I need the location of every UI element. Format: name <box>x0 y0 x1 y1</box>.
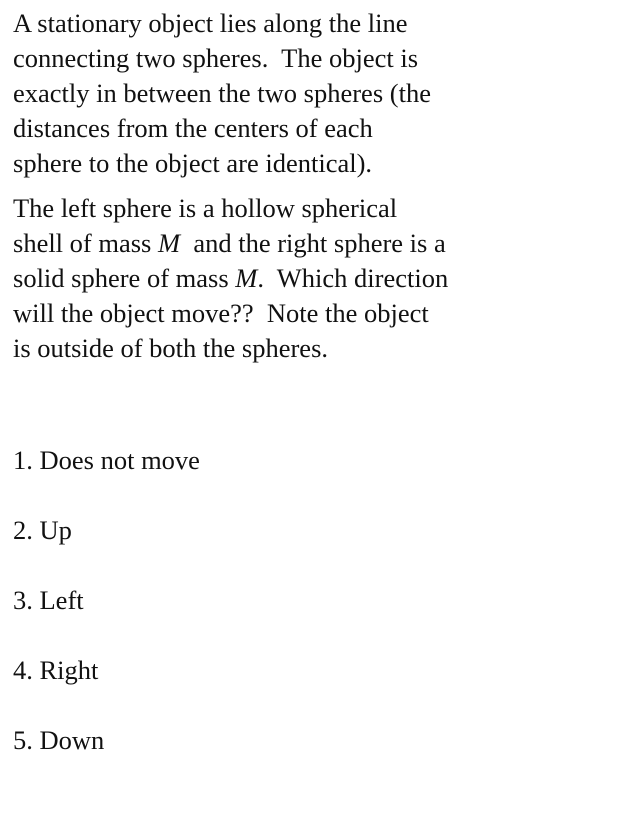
option-label: Left <box>39 585 84 615</box>
option-number: 5. <box>13 725 33 755</box>
text-line: sphere to the object are identical). <box>13 148 373 178</box>
option-number: 4. <box>13 655 33 685</box>
text-fragment: solid sphere of mass <box>13 263 236 293</box>
text-line <box>13 261 613 296</box>
text-line <box>13 226 613 261</box>
text-fragment: . Which direction <box>257 263 449 293</box>
text-line: connecting two spheres. The object is <box>13 43 419 73</box>
option-number: 2. <box>13 515 33 545</box>
answer-option[interactable] <box>13 583 613 618</box>
text-line: The left sphere is a hollow spherical <box>13 193 398 223</box>
text-line: A stationary object lies along the line <box>13 8 408 38</box>
answer-option[interactable] <box>13 443 613 478</box>
question-paragraph-2 <box>13 191 613 366</box>
question-text <box>13 6 613 366</box>
mass-symbol: M <box>235 263 258 293</box>
text-line: distances from the centers of each <box>13 113 373 143</box>
option-label: Does not move <box>39 445 200 475</box>
option-number: 3. <box>13 585 33 615</box>
answer-option[interactable] <box>13 653 613 688</box>
option-label: Down <box>39 725 105 755</box>
option-number: 1. <box>13 445 33 475</box>
answer-option[interactable] <box>13 723 613 758</box>
mass-symbol: M <box>158 228 181 258</box>
option-label: Up <box>39 515 72 545</box>
answer-option[interactable] <box>13 513 613 548</box>
text-line: will the object move?? Note the object <box>13 298 429 328</box>
option-label: Right <box>39 655 99 685</box>
text-line: exactly in between the two spheres (the <box>13 78 431 108</box>
text-fragment: and the right sphere is a <box>180 228 446 258</box>
text-line: is outside of both the spheres. <box>13 333 329 363</box>
text-fragment: shell of mass <box>13 228 158 258</box>
answer-options <box>13 443 613 793</box>
question-paragraph-1 <box>13 6 613 181</box>
